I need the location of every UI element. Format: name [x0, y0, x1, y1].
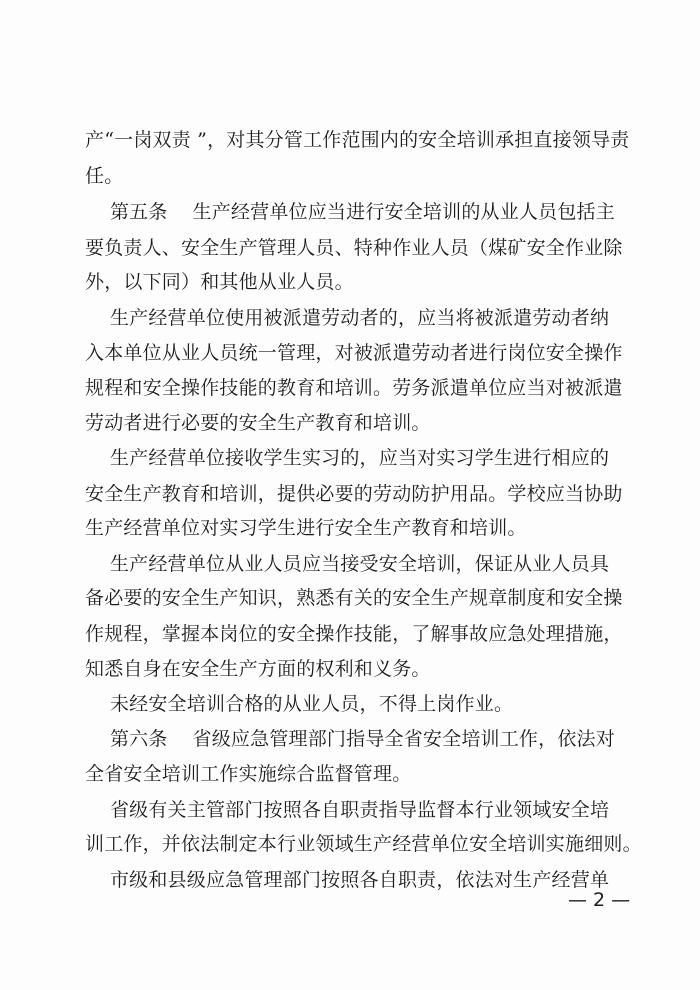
text-line: 劳动者进行必要的安全生产教育和培训。 [85, 412, 431, 434]
text-line: 产“一岗双责 ”，对其分管工作范围内的安全培训承担直接领导责 [85, 129, 630, 151]
text-line: 要负责人、安全生产管理人员、特种作业人员（煤矿安全作业除 [85, 237, 623, 259]
text-line: 全省安全培训工作实施综合监督管理。 [85, 763, 412, 785]
text-line: 生产经营单位从业人员应当接受安全培训，保证从业人员具 [85, 553, 610, 575]
text-line: 生产经营单位接收学生实习的，应当对实习学生进行相应的 [85, 447, 610, 469]
text-line: 生产经营单位使用被派遣劳动者的，应当将被派遣劳动者纳 [85, 307, 610, 329]
text-line: 安全生产教育和培训，提供必要的劳动防护用品。学校应当协助 [85, 483, 623, 505]
text-line: 未经安全培训合格的从业人员，不得上岗作业。 [85, 693, 514, 715]
article-5-heading-line: 第五条 生产经营单位应当进行安全培训的从业人员包括主 [85, 201, 615, 223]
text-line: 市级和县级应急管理部门按照各自职责，依法对生产经营单 [85, 869, 610, 891]
text-line: 作规程，掌握本岗位的安全操作技能，了解事故应急处理措施， [85, 623, 623, 645]
text-line: 任。 [85, 165, 124, 187]
text-line: 生产经营单位对实习学生进行安全生产教育和培训。 [85, 517, 527, 539]
text-line: 外，以下同）和其他从业人员。 [85, 271, 354, 293]
text-line: 规程和安全操作技能的教育和培训。劳务派遣单位应当对被派遣 [85, 377, 623, 399]
article-6-heading-line: 第六条 省级应急管理部门指导全省安全培训工作，依法对 [85, 728, 615, 750]
text-line: 入本单位从业人员统一管理，对被派遣劳动者进行岗位安全操作 [85, 342, 623, 364]
text-line: 省级有关主管部门按照各自职责指导监督本行业领域安全培 [85, 799, 610, 821]
text-line: 训工作，并依法制定本行业领域生产经营单位安全培训实施细则。 [85, 833, 642, 855]
text-line: 知悉自身在安全生产方面的权利和义务。 [85, 658, 431, 680]
text-line: 备必要的安全生产知识，熟悉有关的安全生产规章制度和安全操 [85, 587, 623, 609]
page-number: — 2 — [568, 889, 631, 911]
